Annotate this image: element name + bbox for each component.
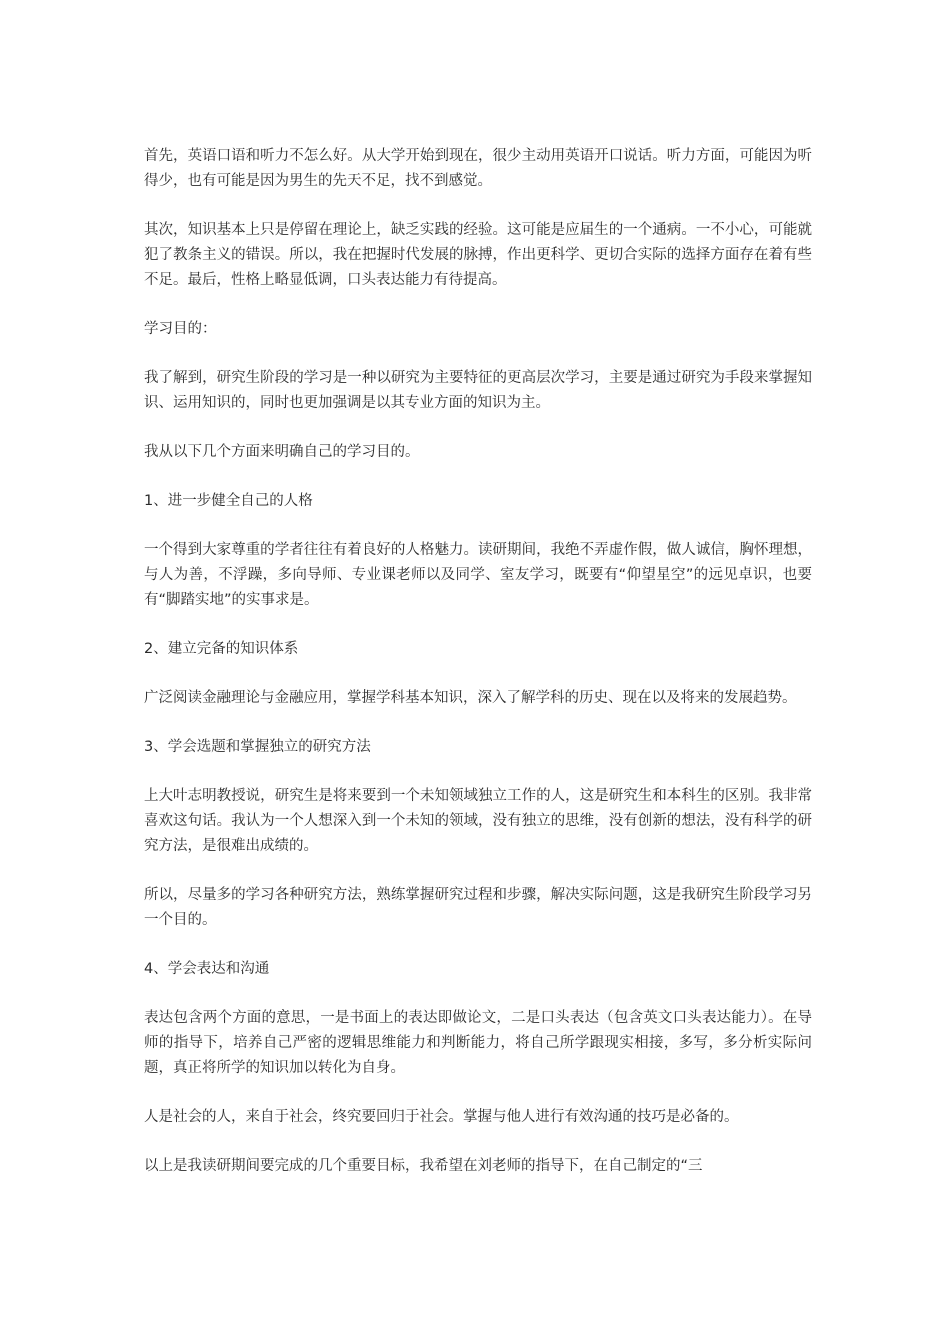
heading-goal-3: 3、学会选题和掌握独立的研究方法: [144, 739, 371, 755]
paragraph-graduate-study: 我了解到，研究生阶段的学习是一种以研究为主要特征的更高层次学习，主要是通过研究为手段来掌握知识、运用知识的，同时也更加强调是以其专业方面的知识为主。: [144, 370, 812, 411]
paragraph-goal-2: 广泛阅读金融理论与金融应用，掌握学科基本知识，深入了解学科的历史、现在以及将来的发展趋势。: [144, 690, 797, 706]
paragraph-weakness-english: 首先，英语口语和听力不怎么好。从大学开始到现在，很少主动用英语开口说话。听力方面，可能因为听得少，也有可能是因为男生的先天不足，找不到感觉。: [144, 148, 812, 189]
heading-study-purpose: 学习目的：: [144, 321, 217, 337]
paragraph-purpose-intro: 我从以下几个方面来明确自己的学习目的。: [144, 444, 420, 460]
paragraph-weakness-practice: 其次，知识基本上只是停留在理论上，缺乏实践的经验。这可能是应届生的一个通病。一不小心，可能就犯了教条主义的错误。所以，我在把握时代发展的脉搏，作出更科学、更切合实际的选择方面存在着有些不足。最后，性格上略显低调，口头表达能力有待提高。: [144, 222, 812, 288]
heading-goal-1: 1、进一步健全自己的人格: [144, 493, 313, 509]
paragraph-conclusion: 以上是我读研期间要完成的几个重要目标，我希望在刘老师的指导下，在自己制定的“三: [144, 1158, 703, 1174]
heading-goal-4: 4、学会表达和沟通: [144, 961, 270, 977]
paragraph-goal-3a: 上大叶志明教授说，研究生是将来要到一个未知领域独立工作的人，这是研究生和本科生的区别。我非常喜欢这句话。我认为一个人想深入到一个未知的领域，没有独立的思维，没有创新的想法，没有科学的研究方法，是很难出成绩的。: [144, 788, 812, 854]
paragraph-goal-1: 一个得到大家尊重的学者往往有着良好的人格魅力。读研期间，我绝不弄虚作假，做人诚信，胸怀理想，与人为善，不浮躁，多向导师、专业课老师以及同学、室友学习，既要有“仰望星空”的远见卓识，也要有“脚踏实地”的实事求是。: [144, 542, 812, 608]
document-body: [144, 144, 812, 1203]
paragraph-goal-4a: 表达包含两个方面的意思，一是书面上的表达即做论文，二是口头表达（包含英文口头表达能力）。在导师的指导下，培养自己严密的逻辑思维能力和判断能力，将自己所学跟现实相接，多写，多分析实际问题，真正将所学的知识加以转化为自身。: [144, 1010, 812, 1076]
heading-goal-2: 2、建立完备的知识体系: [144, 641, 299, 657]
paragraph-goal-3b: 所以，尽量多的学习各种研究方法，熟练掌握研究过程和步骤，解决实际问题，这是我研究生阶段学习另一个目的。: [144, 887, 812, 928]
paragraph-goal-4b: 人是社会的人，来自于社会，终究要回归于社会。掌握与他人进行有效沟通的技巧是必备的。: [144, 1109, 739, 1125]
